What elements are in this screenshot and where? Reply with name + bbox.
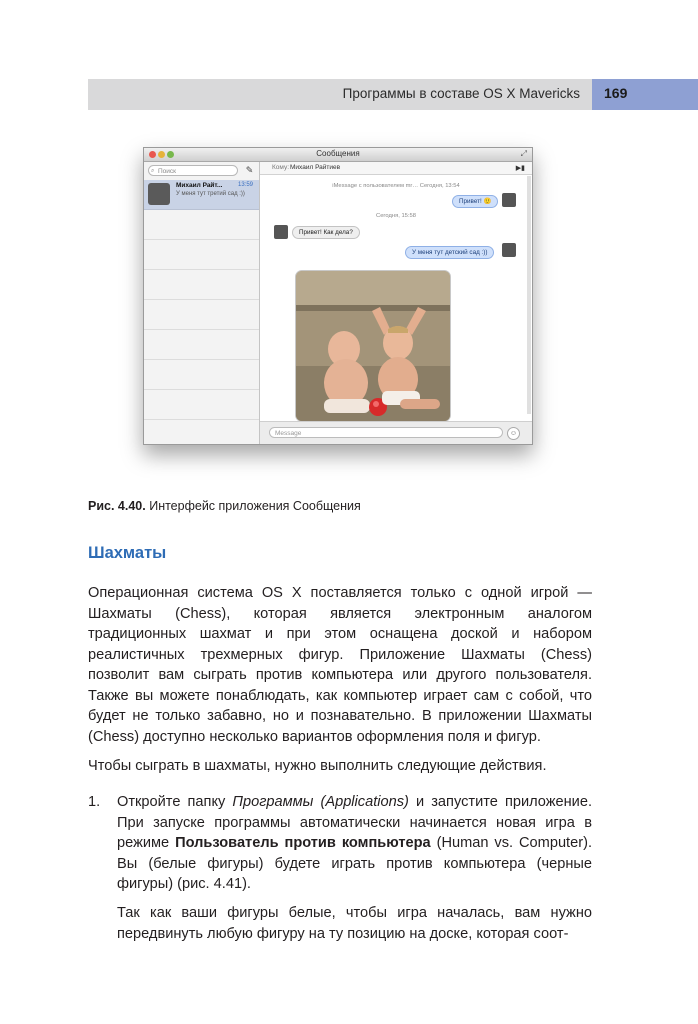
row-divider <box>144 329 259 330</box>
compose-icon: ✎ <box>245 165 254 175</box>
step1-text-bold: Пользователь против компьютера <box>175 835 431 851</box>
avatar <box>274 225 288 239</box>
paragraph-intro: Операционная система OS X поставляется только с одной игрой — Шахматы (Chess), которая является электронным аналогом традиционных шахмат и при этом оснащена доской и набором реалистичных трехмерных фигур. Приложение Шахматы (Chess) позволит вам сыграть против компьютера или другого пользователя. Также вы можете понаблюдать, как компьютер играет сам с собой, что будет не только забавно, но и познавательно. В приложении Шахматы (Chess) доступно несколько вариантов оформления поля и фигур. <box>88 585 592 745</box>
conversation-preview: У меня тут третий сад :)) <box>176 191 245 197</box>
avatar <box>502 243 516 257</box>
conversation-name: Михаил Райт... <box>176 182 223 189</box>
paragraph-step1-continued: Так как ваши фигуры белые, чтобы игра началась, вам нужно передвинуть любую фигуру на ту позицию на доске, которая соот- <box>117 905 592 942</box>
fullscreen-icon: ⤢ <box>520 149 527 158</box>
chat-timestamp: iMessage с пользователем mr… Сегодня, 13:54 <box>332 183 460 189</box>
conversation-time: 13:59 <box>237 182 253 188</box>
chat-scrollbar <box>527 176 531 414</box>
search-placeholder: Поиск <box>158 168 177 175</box>
row-divider <box>144 269 259 270</box>
list-number: 1. <box>88 794 101 810</box>
step1-text-b: и запустите приложение. При запуске программы автоматически начинается новая игра в режиме <box>117 794 593 851</box>
row-divider <box>144 299 259 300</box>
message-input-bar <box>260 421 532 445</box>
message-input: Message <box>269 427 503 438</box>
figure-caption-text: Интерфейс приложения Сообщения <box>145 499 361 513</box>
chat-pane <box>260 162 532 444</box>
step1-text-c: (Human vs. Computer). Вы (белые фигуры) будете играть против компьютера (черные фигуры) (рис. 4.41). <box>117 835 593 892</box>
recipient-name: Михаил Райтиев <box>290 164 341 171</box>
page-number-box <box>592 79 698 110</box>
section-heading: Шахматы <box>88 544 167 562</box>
conversation-item <box>144 180 259 210</box>
row-divider <box>144 239 259 240</box>
chat-timestamp: Сегодня, 15:58 <box>376 213 416 219</box>
search-icon: ⌕ <box>151 168 155 174</box>
message-bubble-sent: Привет! 🙂 <box>452 195 498 208</box>
window-title: Сообщения <box>316 149 360 158</box>
running-header-title: Программы в составе OS X Mavericks <box>342 86 580 101</box>
message-bubble-received: Привет! Как дела? <box>292 226 360 239</box>
row-divider <box>144 389 259 390</box>
row-divider <box>144 359 259 360</box>
emoji-icon: ☺ <box>507 427 520 440</box>
step1-text-a: Откройте папку <box>117 794 233 810</box>
recipient-bar <box>260 162 532 175</box>
running-header <box>88 79 592 110</box>
conversation-sidebar <box>144 162 260 444</box>
recipient-label: Кому: <box>272 164 289 171</box>
figure-caption <box>88 499 361 513</box>
row-divider <box>144 419 259 420</box>
paragraph-steps-intro: Чтобы сыграть в шахматы, нужно выполнить следующие действия. <box>88 758 547 774</box>
video-call-icon: ▶▮ <box>515 165 525 172</box>
children-photo <box>296 271 450 421</box>
figure-caption-label: Рис. 4.40. <box>88 499 146 513</box>
message-bubble-sent: У меня тут детский сад :)) <box>405 246 494 259</box>
messages-window-screenshot <box>143 147 533 445</box>
step1-text-italic: Программы (Applications) <box>232 794 409 810</box>
page-number: 169 <box>604 85 628 101</box>
list-item-step1 <box>117 792 592 895</box>
photo-attachment <box>295 270 451 422</box>
avatar <box>502 193 516 207</box>
window-titlebar <box>144 148 532 162</box>
search-field <box>148 165 238 176</box>
avatar <box>148 183 170 205</box>
